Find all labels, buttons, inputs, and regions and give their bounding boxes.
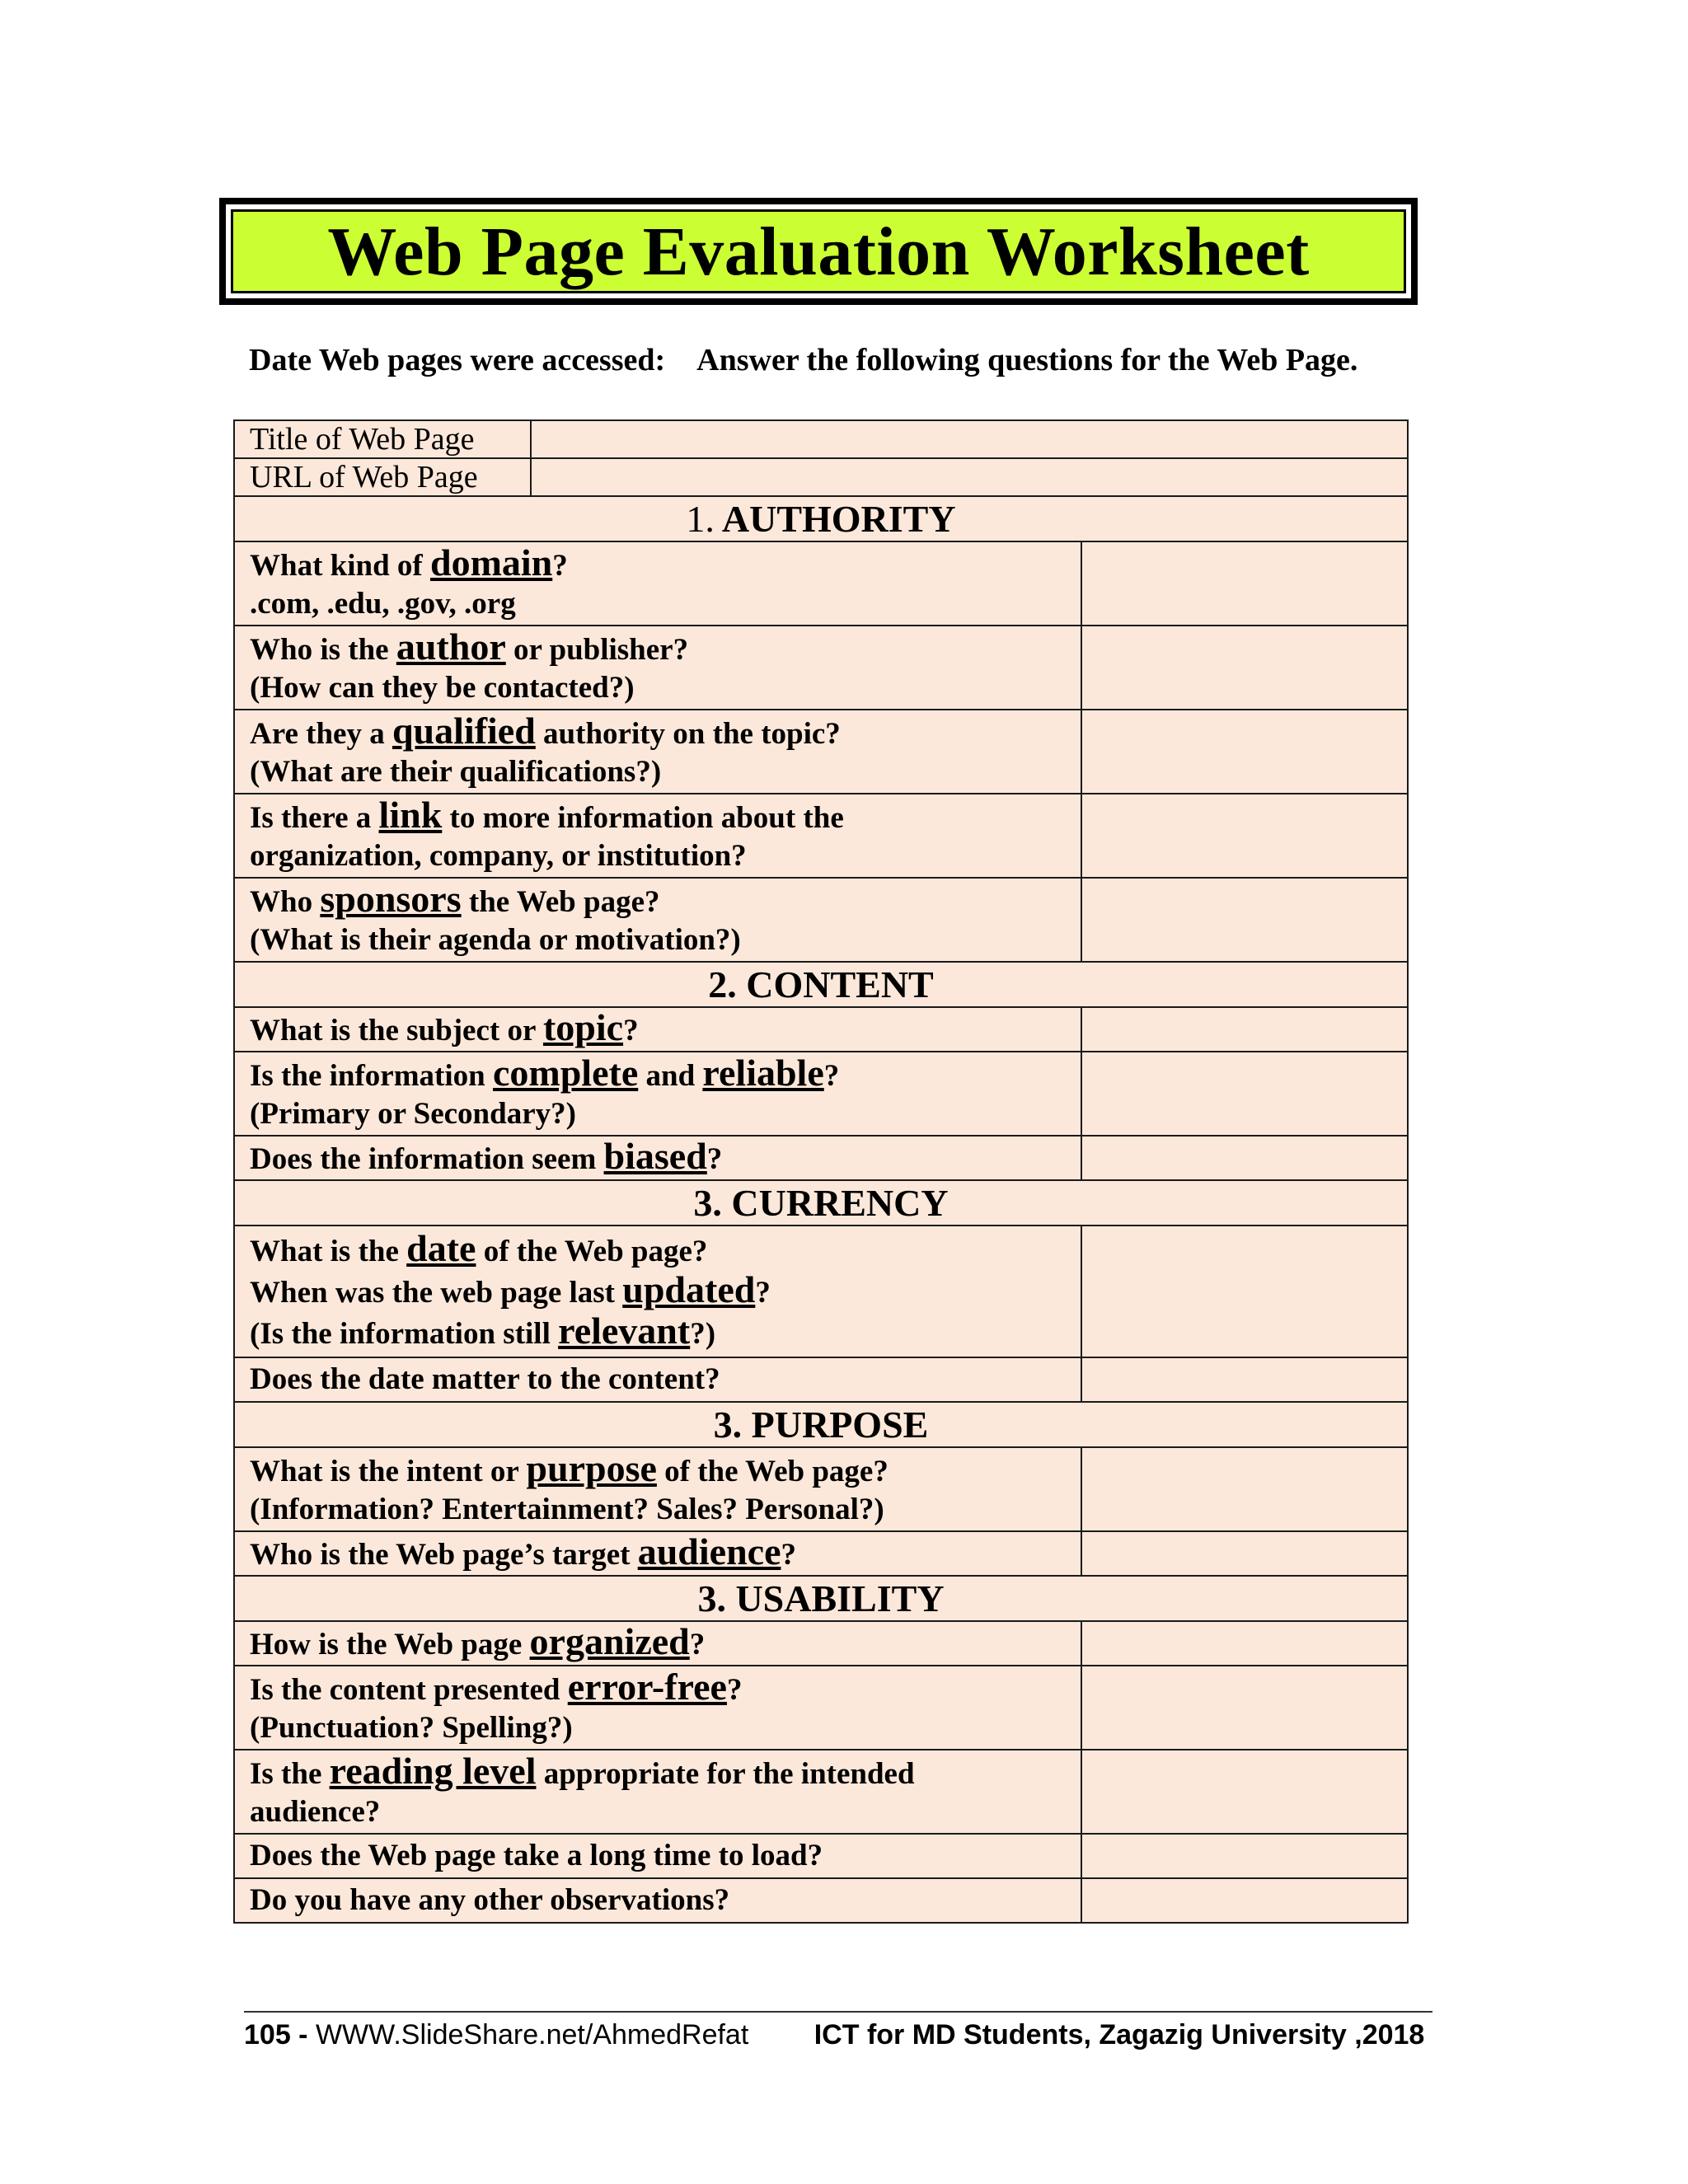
answer-cell[interactable] (1081, 626, 1408, 710)
question-row (234, 1226, 1408, 1357)
question-text: (Punctuation? Spelling?) (250, 1711, 573, 1745)
question-text: ? (706, 1142, 723, 1176)
question-text: ? (755, 1276, 771, 1310)
url-label: URL of Web Page (234, 458, 531, 496)
question-text: Does the information seem (250, 1142, 604, 1176)
question-keyword: topic (542, 1006, 624, 1048)
question-line (250, 921, 1081, 959)
question-row (234, 626, 1408, 710)
question-text: How is the Web page (250, 1628, 530, 1661)
question-text: Who is the (250, 633, 396, 667)
question-line (250, 1312, 1081, 1353)
question-cell (234, 1357, 1081, 1402)
section-heading (234, 1576, 1408, 1621)
question-keyword: updated (622, 1268, 756, 1310)
question-keyword: complete (492, 1052, 639, 1094)
question-row (234, 1878, 1408, 1923)
question-keyword: organized (529, 1620, 690, 1662)
title-label: Title of Web Page (234, 420, 531, 458)
question-text: ? (689, 1628, 706, 1661)
question-keyword: author (396, 626, 506, 668)
page-title: Web Page Evaluation Worksheet (327, 213, 1310, 290)
question-line (250, 1447, 1081, 1491)
section-heading (234, 962, 1408, 1007)
question-line (250, 1752, 1081, 1793)
question-cell (234, 1226, 1081, 1357)
question-text: Are they a (250, 717, 392, 751)
question-cell (234, 541, 1081, 626)
question-cell (234, 1052, 1081, 1136)
question-line (250, 669, 1081, 707)
question-cell (234, 1878, 1081, 1923)
question-text: organization, company, or institution? (250, 839, 747, 873)
question-line (250, 1837, 1081, 1875)
date-accessed-label: Date Web pages were accessed: (249, 343, 666, 377)
question-line (250, 880, 1081, 921)
section-title: CONTENT (746, 963, 934, 1005)
question-line (250, 796, 1081, 837)
question-line (250, 837, 1081, 875)
question-text: the Web page? (461, 885, 660, 919)
question-text: (Is the information still (250, 1317, 559, 1351)
question-line (250, 628, 1081, 669)
question-text: What is the subject or (250, 1014, 543, 1047)
answer-cell[interactable] (1081, 1750, 1408, 1834)
question-text: of the Web page? (656, 1455, 889, 1488)
page-number: 105 - (244, 2019, 308, 2050)
footer-source: WWW.SlideShare.net/AhmedRefat (315, 2019, 749, 2050)
question-text: .com, .edu, .gov, .org (250, 587, 516, 621)
question-text: Does the Web page take a long time to load? (250, 1839, 823, 1872)
answer-cell[interactable] (1081, 1007, 1408, 1052)
answer-cell[interactable] (1081, 1136, 1408, 1180)
section-title: CURRENCY (731, 1182, 949, 1224)
worksheet-table (233, 419, 1409, 1924)
question-line (250, 1491, 1081, 1529)
section-number: 3. (697, 1577, 726, 1619)
section-number: 3. (693, 1182, 722, 1224)
question-text: When was the web page last (250, 1276, 623, 1310)
section-number: 3. (713, 1404, 743, 1446)
question-text: ? (623, 1014, 639, 1047)
question-text: Who is the Web page’s target (250, 1538, 638, 1572)
section-header-row (234, 496, 1408, 541)
question-text: Who (250, 885, 321, 919)
answer-cell[interactable] (1081, 710, 1408, 794)
answer-instruction: Answer the following questions for the Web Page. (696, 343, 1358, 377)
question-text: and (638, 1059, 703, 1093)
question-line (250, 1793, 1081, 1831)
question-keyword: error-free (567, 1666, 727, 1708)
question-text: Is there a (250, 801, 379, 835)
section-header-row (234, 1576, 1408, 1621)
question-keyword: sponsors (320, 878, 462, 920)
answer-cell[interactable] (1081, 794, 1408, 878)
answer-cell[interactable] (1081, 1357, 1408, 1402)
question-text: ? (823, 1059, 840, 1093)
title-answer-cell[interactable] (531, 420, 1408, 458)
question-line (250, 1530, 1081, 1574)
question-text: to more information about the (442, 801, 844, 835)
question-text: What is the intent or (250, 1455, 527, 1488)
question-row (234, 541, 1408, 626)
question-cell (234, 878, 1081, 962)
answer-cell[interactable] (1081, 1226, 1408, 1357)
question-text: (Information? Entertainment? Sales? Personal?) (250, 1493, 884, 1526)
question-line (250, 1620, 1081, 1664)
question-line (250, 1137, 1081, 1179)
answer-cell[interactable] (1081, 1666, 1408, 1750)
question-text: Is the information (250, 1059, 493, 1093)
section-number: 2. (708, 963, 737, 1005)
question-cell (234, 794, 1081, 878)
question-text: ? (726, 1673, 743, 1707)
question-line (250, 1006, 1081, 1050)
answer-cell[interactable] (1081, 541, 1408, 626)
answer-cell[interactable] (1081, 1531, 1408, 1576)
section-title: AUTHORITY (721, 498, 956, 540)
question-text: ? (552, 549, 568, 583)
question-keyword: qualified (392, 710, 536, 752)
section-heading (234, 496, 1408, 541)
question-row (234, 1531, 1408, 1576)
question-line (250, 1709, 1081, 1747)
answer-cell[interactable] (1081, 1834, 1408, 1878)
footer-course: ICT for MD Students, Zagazig University ,2018 (814, 2019, 1425, 2050)
question-keyword: reliable (702, 1052, 824, 1094)
instructions (249, 341, 1403, 379)
question-text: What is the (250, 1235, 407, 1268)
question-line (250, 585, 1081, 623)
question-row (234, 1750, 1408, 1834)
question-text: Is the (250, 1757, 330, 1791)
question-text: Is the content presented (250, 1673, 568, 1707)
question-cell (234, 710, 1081, 794)
title-banner-inner (231, 209, 1406, 293)
question-row (234, 1052, 1408, 1136)
question-text: (Primary or Secondary?) (250, 1097, 576, 1131)
question-cell (234, 1750, 1081, 1834)
question-text: appropriate for the intended (536, 1757, 915, 1791)
question-text: What kind of (250, 549, 430, 583)
answer-cell[interactable] (1081, 1447, 1408, 1531)
question-text: ? (781, 1538, 796, 1572)
question-cell (234, 1621, 1081, 1666)
question-text: or publisher? (505, 633, 689, 667)
section-title: USABILITY (735, 1577, 945, 1619)
question-row (234, 878, 1408, 962)
answer-cell[interactable] (1081, 1621, 1408, 1666)
section-title: PURPOSE (751, 1404, 929, 1446)
question-row (234, 710, 1408, 794)
section-header-row (234, 1180, 1408, 1226)
question-line (250, 1268, 1081, 1312)
question-line (250, 1668, 1081, 1709)
question-text: authority on the topic? (535, 717, 841, 751)
question-row (234, 1447, 1408, 1531)
title-row (234, 420, 1408, 458)
question-text: Does the date matter to the content? (250, 1362, 720, 1396)
question-text: (What are their qualifications?) (250, 755, 662, 789)
question-row (234, 1357, 1408, 1402)
page-footer (244, 2011, 1432, 2051)
question-cell (234, 1834, 1081, 1878)
question-keyword: relevant (558, 1310, 691, 1352)
question-row (234, 1834, 1408, 1878)
question-row (234, 1136, 1408, 1180)
section-heading (234, 1180, 1408, 1226)
question-cell (234, 1531, 1081, 1576)
section-heading (234, 1402, 1408, 1447)
question-text: (How can they be contacted?) (250, 671, 635, 705)
url-answer-cell[interactable] (531, 458, 1408, 496)
question-line (250, 712, 1081, 753)
question-line (250, 1882, 1081, 1919)
question-keyword: biased (603, 1135, 707, 1177)
section-number: 1. (686, 498, 715, 540)
question-line (250, 1227, 1081, 1271)
section-header-row (234, 962, 1408, 1007)
question-keyword: audience (637, 1530, 781, 1572)
question-cell (234, 1007, 1081, 1052)
question-row (234, 794, 1408, 878)
question-line (250, 1095, 1081, 1133)
question-keyword: link (378, 794, 443, 836)
question-keyword: domain (429, 541, 553, 583)
question-line (250, 753, 1081, 791)
question-text: ?) (690, 1317, 716, 1351)
question-cell (234, 626, 1081, 710)
question-line (250, 541, 1081, 585)
question-text: of the Web page? (476, 1235, 708, 1268)
question-keyword: purpose (526, 1447, 657, 1489)
title-banner (219, 198, 1418, 305)
question-line (250, 1054, 1081, 1095)
answer-cell[interactable] (1081, 1052, 1408, 1136)
answer-cell[interactable] (1081, 1878, 1408, 1923)
question-text: Do you have any other observations? (250, 1883, 730, 1917)
question-cell (234, 1666, 1081, 1750)
question-row (234, 1007, 1408, 1052)
section-header-row (234, 1402, 1408, 1447)
question-cell (234, 1447, 1081, 1531)
question-row (234, 1666, 1408, 1750)
question-text: (What is their agenda or motivation?) (250, 923, 741, 957)
question-keyword: reading level (329, 1750, 537, 1792)
question-line (250, 1361, 1081, 1399)
question-keyword: date (406, 1227, 476, 1269)
question-text: audience? (250, 1795, 381, 1829)
answer-cell[interactable] (1081, 878, 1408, 962)
question-row (234, 1621, 1408, 1666)
url-row (234, 458, 1408, 496)
question-cell (234, 1136, 1081, 1180)
